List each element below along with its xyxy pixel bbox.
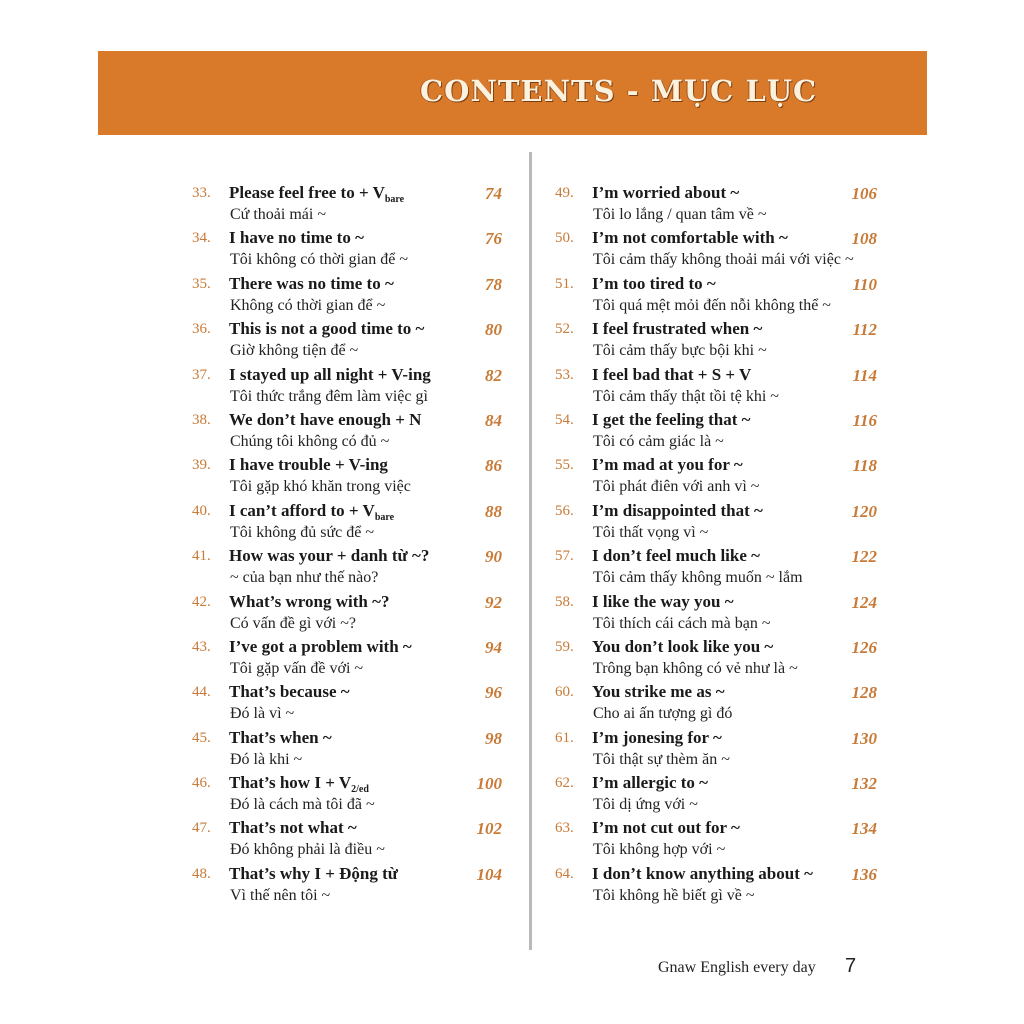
entry-number: 44.: [192, 684, 211, 701]
toc-entry[interactable]: [192, 455, 514, 500]
entry-number: 40.: [192, 502, 211, 519]
entry-page-number: 98: [485, 728, 502, 748]
entry-meaning: Trông bạn không có vẻ như là ~: [593, 659, 798, 677]
entry-title: [229, 682, 350, 702]
entry-meaning: Vì thế nên tôi ~: [230, 886, 331, 904]
entry-page-number: 94: [485, 637, 502, 657]
entry-title: [229, 546, 429, 566]
toc-entry[interactable]: [192, 773, 514, 818]
entry-meaning: Tôi không đủ sức để ~: [230, 523, 374, 541]
toc-right-column: [555, 183, 885, 909]
toc-entry[interactable]: [555, 410, 885, 455]
entry-title-text: I’m jonesing for ~: [592, 727, 722, 747]
entry-page-number: 128: [851, 683, 877, 703]
entry-number: 41.: [192, 548, 211, 565]
page-title: CONTENTS - MỤC LỤC: [420, 74, 818, 108]
entry-title-text: You strike me as ~: [592, 682, 725, 702]
toc-entry[interactable]: [192, 274, 514, 319]
entry-title: [592, 773, 708, 793]
entry-page-number: 74: [485, 184, 502, 203]
entry-page-number: 108: [851, 229, 877, 249]
entry-page-number: 80: [485, 320, 502, 340]
entry-meaning: Đó không phải là điều ~: [230, 841, 385, 859]
entry-title-text: I can’t afford to + V: [229, 500, 375, 520]
entry-title-text: I feel bad that + S + V: [592, 364, 752, 384]
entry-title: [592, 365, 751, 385]
toc-entry[interactable]: [192, 501, 514, 546]
entry-meaning: Tôi thất vọng vì ~: [593, 523, 709, 541]
entry-page-number: 132: [851, 774, 877, 794]
entry-meaning: Tôi phát điên với anh vì ~: [593, 478, 760, 496]
entry-title: [229, 592, 389, 612]
entry-page-number: 110: [852, 274, 877, 294]
toc-entry[interactable]: [555, 365, 885, 410]
entry-title-text: I stayed up all night + V-ing: [229, 364, 431, 384]
entry-title-text: I’m allergic to ~: [592, 773, 708, 793]
entry-number: 42.: [192, 593, 211, 610]
entry-number: 46.: [192, 775, 211, 792]
entry-meaning: Chúng tôi không có đủ ~: [230, 432, 390, 450]
entry-title-text: I’m disappointed that ~: [592, 500, 763, 520]
entry-page-number: 82: [485, 365, 502, 385]
entry-page-number: 78: [485, 274, 502, 294]
entry-title: [592, 183, 739, 203]
toc-entry[interactable]: [192, 546, 514, 591]
toc-entry[interactable]: [555, 592, 885, 637]
entry-meaning: Cho ai ấn tượng gì đó: [593, 705, 733, 723]
entry-number: 49.: [555, 185, 574, 201]
toc-entry[interactable]: [192, 864, 514, 909]
entry-meaning: Tôi cảm thấy không thoải mái với việc ~: [593, 251, 854, 269]
toc-entry[interactable]: [192, 592, 514, 637]
entry-title: [229, 365, 431, 385]
entry-title: [592, 455, 743, 475]
entry-number: 61.: [555, 729, 574, 746]
entry-title: [229, 864, 398, 884]
entry-title-text: I’m not cut out for ~: [592, 818, 740, 838]
entry-title-text: I like the way you ~: [592, 591, 734, 611]
entry-number: 50.: [555, 230, 574, 247]
toc-entry[interactable]: [555, 682, 885, 727]
entry-title: [229, 410, 421, 430]
entry-meaning: Tôi không hề biết gì về ~: [593, 886, 755, 904]
entry-meaning: Đó là cách mà tôi đã ~: [230, 796, 375, 814]
entry-title-text: You don’t look like you ~: [592, 636, 774, 656]
entry-title-text: I have no time to ~: [229, 228, 364, 248]
entry-title-text: I’ve got a problem with ~: [229, 636, 412, 656]
entry-title: [592, 319, 762, 339]
toc-entry[interactable]: [555, 728, 885, 773]
column-divider: [529, 152, 532, 950]
entry-title: [592, 410, 751, 430]
entry-page-number: 100: [476, 774, 502, 794]
entry-title-text: There was no time to ~: [229, 273, 394, 293]
toc-entry[interactable]: [192, 183, 514, 228]
entry-number: 37.: [192, 366, 211, 383]
toc-entry[interactable]: [192, 637, 514, 682]
toc-entry[interactable]: [555, 773, 885, 818]
entry-page-number: 88: [485, 501, 502, 521]
entry-page-number: 86: [485, 456, 502, 476]
entry-number: 36.: [192, 321, 211, 338]
entry-title-text: I get the feeling that ~: [592, 409, 751, 429]
entry-number: 58.: [555, 593, 574, 610]
entry-title: [592, 546, 760, 566]
entry-number: 53.: [555, 366, 574, 383]
entry-meaning: Tôi thật sự thèm ăn ~: [593, 750, 730, 768]
entry-page-number: 118: [852, 456, 877, 476]
entry-title-text: I’m mad at you for ~: [592, 455, 743, 475]
entry-title: [592, 864, 813, 884]
entry-page-number: 84: [485, 410, 502, 430]
toc-entry[interactable]: [192, 319, 514, 364]
toc-entry[interactable]: [555, 183, 885, 228]
entry-number: 56.: [555, 502, 574, 519]
entry-page-number: 120: [851, 501, 877, 521]
entry-meaning: Tôi cảm thấy không muốn ~ lắm: [593, 569, 803, 587]
entry-title: [592, 728, 722, 748]
entry-meaning: Tôi cảm thấy bực bội khi ~: [593, 342, 767, 360]
entry-title: [592, 228, 788, 248]
entry-page-number: 126: [851, 637, 877, 657]
entry-page-number: 124: [851, 592, 877, 612]
footer-book-title: Gnaw English every day: [658, 959, 816, 976]
entry-title-text: I’m too tired to ~: [592, 273, 716, 293]
entry-title-text: I feel frustrated when ~: [592, 319, 763, 339]
entry-number: 62.: [555, 775, 574, 792]
entry-meaning: Đó là vì ~: [230, 705, 295, 723]
entry-title: [592, 682, 725, 702]
entry-meaning: ~ của bạn như thế nào?: [230, 569, 379, 587]
entry-number: 64.: [555, 865, 574, 882]
entry-title-text: That’s how I + V: [229, 773, 352, 793]
entry-number: 57.: [555, 548, 574, 565]
entry-page-number: 96: [485, 683, 502, 703]
entry-meaning: Tôi thích cái cách mà bạn ~: [593, 614, 771, 632]
entry-number: 59.: [555, 638, 574, 655]
entry-number: 38.: [192, 411, 211, 428]
toc-entry[interactable]: [555, 228, 885, 273]
toc-entry[interactable]: [555, 818, 885, 863]
toc-entry[interactable]: [192, 410, 514, 455]
entry-page-number: 112: [852, 320, 877, 340]
entry-meaning: Không có thời gian để ~: [230, 296, 386, 314]
toc-entry[interactable]: [192, 818, 514, 863]
entry-page-number: 116: [852, 410, 877, 430]
toc-left-column: [192, 183, 514, 909]
entry-title-text: That’s because ~: [229, 682, 350, 702]
entry-title-text: What’s wrong with ~?: [229, 591, 390, 611]
entry-title-subscript: bare: [384, 194, 405, 205]
entry-title: [229, 274, 394, 294]
entry-number: 43.: [192, 638, 211, 655]
entry-meaning: Tôi quá mệt mỏi đến nỗi không thể ~: [593, 296, 831, 314]
entry-title: [592, 818, 740, 838]
entry-number: 34.: [192, 230, 211, 247]
entry-title: [592, 501, 763, 521]
entry-title-text: I have trouble + V-ing: [229, 455, 388, 475]
entry-meaning: Đó là khi ~: [230, 750, 303, 768]
entry-meaning: Có vấn đề gì với ~?: [230, 614, 356, 632]
entry-meaning: Tôi cảm thấy thật tồi tệ khi ~: [593, 387, 779, 405]
entry-title: [229, 183, 404, 205]
entry-page-number: 130: [851, 728, 877, 748]
entry-page-number: 106: [851, 184, 877, 203]
entry-number: 63.: [555, 820, 574, 837]
entry-meaning: Tôi thức trắng đêm làm việc gì: [230, 387, 428, 405]
entry-title-text: Please feel free to + V: [229, 183, 385, 202]
entry-page-number: 122: [851, 547, 877, 567]
entry-number: 52.: [555, 321, 574, 338]
entry-title-text: How was your + danh từ ~?: [229, 546, 430, 566]
entry-title-text: We don’t have enough + N: [229, 409, 422, 429]
entry-meaning: Tôi không có thời gian để ~: [230, 251, 408, 269]
entry-number: 39.: [192, 457, 211, 474]
entry-title-text: I’m worried about ~: [592, 183, 740, 202]
entry-title-text: I’m not comfortable with ~: [592, 228, 788, 248]
entry-number: 48.: [192, 865, 211, 882]
toc-entry[interactable]: [555, 274, 885, 319]
entry-page-number: 102: [476, 819, 502, 839]
entry-page-number: 76: [485, 229, 502, 249]
entry-page-number: 92: [485, 592, 502, 612]
toc-entry[interactable]: [555, 455, 885, 500]
entry-number: 35.: [192, 275, 211, 292]
entry-title: [592, 592, 734, 612]
entry-meaning: Tôi gặp khó khăn trong việc: [230, 478, 411, 496]
toc-entry[interactable]: [192, 682, 514, 727]
entry-page-number: 134: [851, 819, 877, 839]
entry-meaning: Giờ không tiện để ~: [230, 342, 359, 360]
entry-page-number: 104: [476, 864, 502, 884]
toc-entry[interactable]: [192, 728, 514, 773]
entry-meaning: Tôi lo lắng / quan tâm về ~: [593, 206, 767, 223]
entry-page-number: 114: [852, 365, 877, 385]
entry-number: 55.: [555, 457, 574, 474]
entry-number: 47.: [192, 820, 211, 837]
entry-meaning: Tôi dị ứng với ~: [593, 796, 698, 814]
entry-title: [229, 501, 394, 523]
entry-number: 54.: [555, 411, 574, 428]
entry-number: 60.: [555, 684, 574, 701]
toc-entry[interactable]: [555, 501, 885, 546]
entry-title: [229, 773, 369, 795]
entry-title-subscript: 2/ed: [351, 784, 369, 796]
entry-title: [229, 637, 412, 657]
toc-entry[interactable]: [555, 864, 885, 909]
entry-title: [229, 728, 332, 748]
entry-meaning: Tôi có cảm giác là ~: [593, 432, 724, 450]
entry-number: 33.: [192, 185, 211, 201]
footer-page-number: 7: [845, 955, 857, 977]
entry-title-text: That’s not what ~: [229, 818, 357, 838]
entry-title: [592, 274, 716, 294]
entry-number: 45.: [192, 729, 211, 746]
entry-title: [229, 319, 424, 339]
toc-entry[interactable]: [555, 637, 885, 682]
entry-title: [229, 818, 357, 838]
entry-number: 51.: [555, 275, 574, 292]
entry-title-text: I don’t feel much like ~: [592, 546, 760, 566]
entry-title-text: That’s when ~: [229, 727, 332, 747]
entry-meaning: Tôi không hợp với ~: [593, 841, 726, 859]
entry-title: [592, 637, 773, 657]
toc-entry[interactable]: [555, 319, 885, 364]
entry-title: [229, 228, 364, 248]
entry-meaning: Cứ thoải mái ~: [230, 206, 326, 223]
entry-title-subscript: bare: [374, 511, 395, 523]
entry-page-number: 136: [851, 864, 877, 884]
entry-title-text: This is not a good time to ~: [229, 319, 425, 339]
entry-title: [229, 455, 388, 475]
entry-title-text: I don’t know anything about ~: [592, 863, 813, 883]
toc-entry[interactable]: [192, 228, 514, 273]
entry-meaning: Tôi gặp vấn đề với ~: [230, 659, 364, 677]
toc-entry[interactable]: [192, 365, 514, 410]
entry-title-text: That’s why I + Động từ: [229, 863, 398, 883]
toc-entry[interactable]: [555, 546, 885, 591]
entry-page-number: 90: [485, 547, 502, 567]
